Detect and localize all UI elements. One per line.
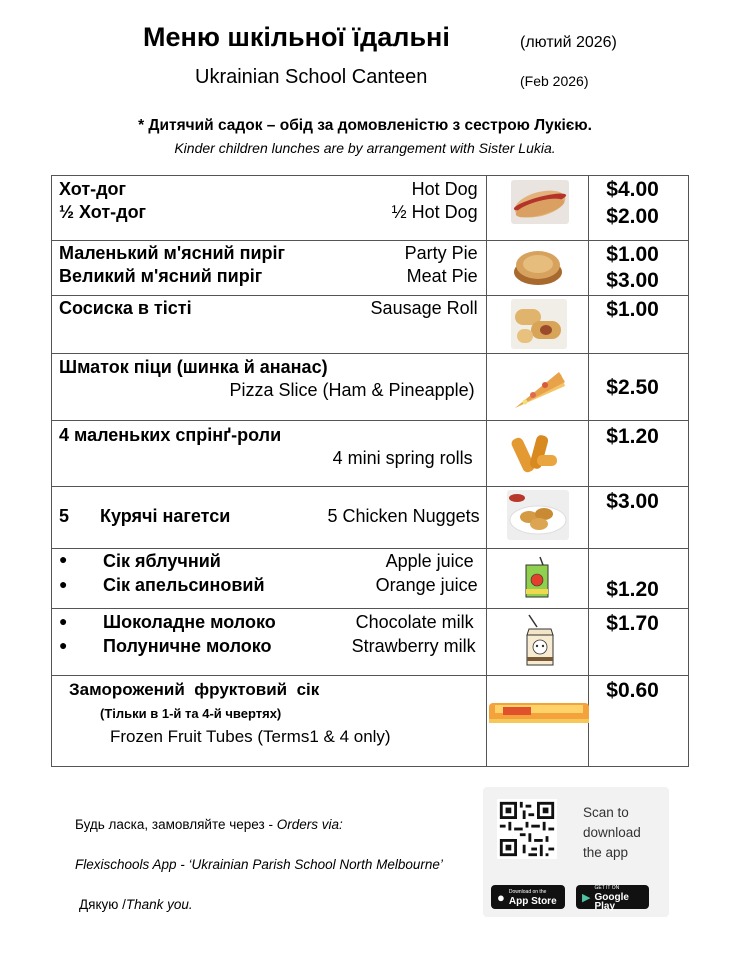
app-name: Flexischools App - ‘Ukrainian Parish School North Melbourne’ [75, 857, 443, 872]
bullet-icon: ● [59, 637, 68, 653]
item-name-en: ½ Hot Dog [391, 202, 478, 222]
scan-text: Scan to download the app [583, 805, 641, 860]
item-price: $1.00 [606, 298, 659, 321]
item-name-en: Apple juice [385, 551, 474, 571]
order-info [75, 805, 443, 925]
menu-row-hot-dog [52, 176, 689, 241]
item-price: $1.70 [606, 612, 659, 635]
item-name-en: Meat Pie [406, 266, 478, 286]
menu-row-frozen-tubes [52, 676, 689, 767]
item-name-en: Pizza Slice (Ham & Pineapple) [229, 380, 475, 400]
page-subtitle: Ukrainian School Canteen [195, 66, 428, 88]
juice-box-icon [523, 555, 551, 599]
item-number: 5 [59, 506, 70, 526]
item-price: $1.20 [606, 578, 659, 601]
item-name-uk: Курячі нагетси [100, 506, 231, 526]
play-icon: ▶ [582, 891, 591, 904]
date-uk: (лютий 2026) [520, 34, 617, 51]
menu-row-sausage-roll [52, 296, 689, 354]
menu-row-pies [52, 241, 689, 296]
item-price: $1.00 [606, 243, 659, 266]
item-name-en: Party Pie [404, 243, 478, 263]
item-name-en: Orange juice [375, 575, 478, 595]
item-name-en: Strawberry milk [351, 636, 476, 656]
apple-icon: ● [497, 889, 505, 905]
item-name-en: Frozen Fruit Tubes (Terms1 & 4 only) [110, 727, 391, 746]
item-name-uk: 4 маленьких спрінґ-роли [59, 425, 282, 445]
menu-row-milk [52, 609, 689, 676]
menu-row-juice [52, 549, 689, 609]
pizza-icon [511, 368, 567, 416]
spring-rolls-icon [511, 429, 561, 479]
item-price: $3.00 [606, 269, 659, 292]
kinder-note-uk: * Дитячий садок – обід за домовленістю з сестрою Лукією. [138, 117, 592, 134]
menu-table [51, 175, 689, 767]
order-text-en: Orders via: [276, 817, 343, 832]
item-price: $0.60 [606, 679, 659, 702]
app-download-card [483, 787, 669, 917]
item-name-en: Hot Dog [411, 179, 478, 199]
hot-dog-icon [511, 180, 569, 224]
thanks-en: Thank you. [125, 897, 193, 912]
item-name-uk: Сік яблучний [103, 551, 221, 571]
item-price: $3.00 [606, 490, 659, 513]
bullet-icon: ● [59, 613, 68, 629]
pie-icon [511, 245, 565, 289]
item-price: $4.00 [606, 178, 659, 201]
kinder-note-en: Kinder children lunches are by arrangement with Sister Lukia. [174, 140, 556, 156]
item-name-en: 4 mini spring rolls [332, 448, 473, 468]
menu-row-nuggets [52, 487, 689, 549]
qr-code[interactable] [497, 799, 557, 859]
thanks-uk: Дякую / [79, 897, 126, 912]
milk-carton-icon [523, 613, 557, 667]
order-text-uk: Будь ласка, замовляйте через - [75, 817, 277, 832]
item-name-uk: Сосиска в тісті [59, 298, 192, 318]
menu-row-spring-rolls [52, 421, 689, 487]
item-price: $1.20 [606, 425, 659, 448]
item-name-uk: Полуничне молоко [103, 636, 272, 656]
item-name-uk: Великий м'ясний пиріг [59, 266, 263, 286]
item-name-en: Sausage Roll [370, 298, 478, 318]
item-price: $2.00 [606, 205, 659, 228]
item-name-uk: Заморожений фруктовий сік [69, 680, 320, 699]
item-name-uk: ½ Хот-дог [59, 202, 147, 222]
item-name-uk: Шоколадне молоко [103, 612, 276, 632]
frozen-tube-icon [489, 695, 589, 729]
sausage-roll-icon [511, 299, 567, 349]
item-name-uk: Хот-дог [59, 179, 127, 199]
item-name-en: 5 Chicken Nuggets [327, 506, 480, 526]
menu-row-pizza [52, 354, 689, 421]
item-name-en: Chocolate milk [355, 612, 474, 632]
item-name-uk: Маленький м'ясний пиріг [59, 243, 286, 263]
date-en: (Feb 2026) [520, 73, 589, 89]
page-title: Меню шкільної їдальні [143, 22, 450, 52]
nuggets-icon [507, 490, 569, 540]
app-store-button[interactable]: ● Download on the App Store [491, 885, 565, 909]
item-note-uk: (Тільки в 1-й та 4-й чвертях) [100, 706, 282, 721]
item-name-uk: Шматок піци (шинка й ананас) [59, 357, 328, 377]
item-price: $2.50 [606, 376, 659, 399]
bullet-icon: ● [59, 551, 68, 567]
bullet-icon: ● [59, 576, 68, 592]
google-play-button[interactable]: ▶ GET IT ON Google Play [576, 885, 649, 909]
item-name-uk: Сік апельсиновий [103, 575, 265, 595]
